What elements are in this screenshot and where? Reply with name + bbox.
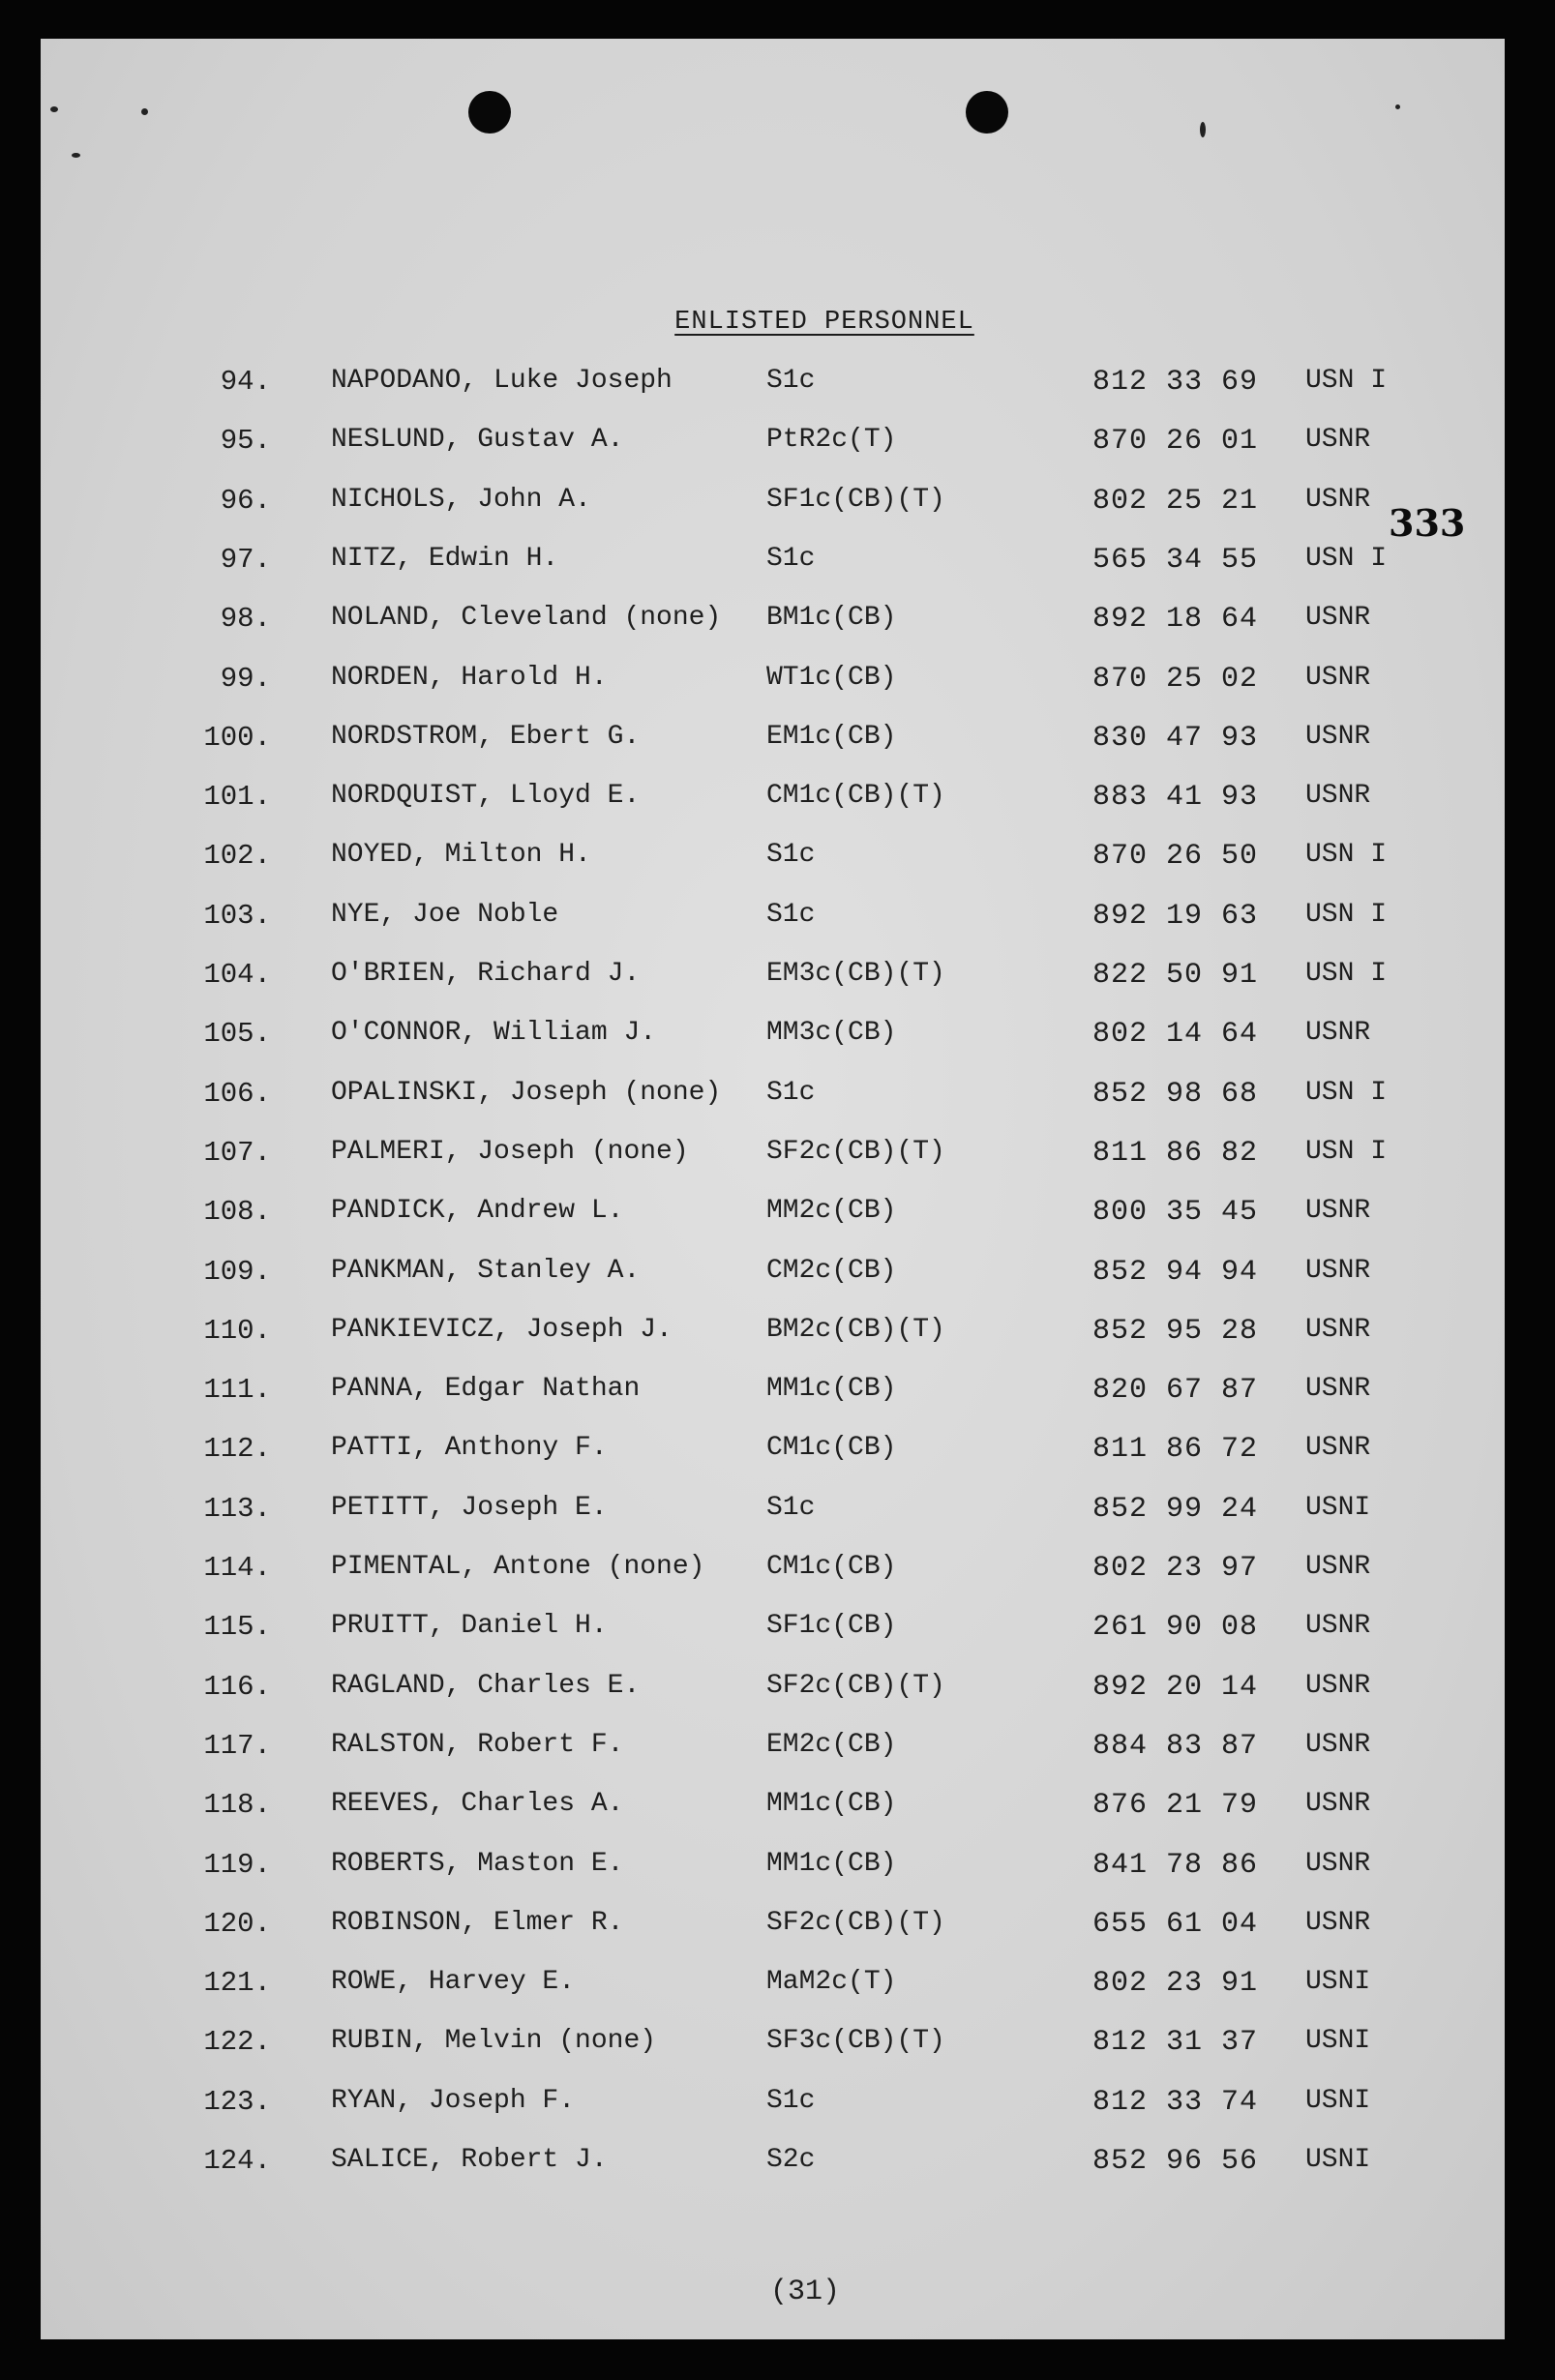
roster-row: [41, 2145, 1505, 2204]
service-component: USN I: [1305, 543, 1388, 574]
person-name: ROBERTS, Maston E.: [331, 1848, 624, 1879]
entry-number: 117.: [203, 1729, 271, 1762]
service-number: 884 83 87: [1092, 1729, 1259, 1763]
entry-number: 98.: [220, 603, 271, 636]
rating: SF1c(CB)(T): [766, 484, 945, 515]
entry-number: 104.: [203, 959, 271, 991]
rating: MM3c(CB): [766, 1018, 897, 1049]
service-number: 852 99 24: [1092, 1492, 1259, 1526]
entry-number: 110.: [203, 1314, 271, 1347]
roster-row: [41, 781, 1505, 840]
roster-row: [41, 663, 1505, 722]
service-component: USNR: [1305, 1611, 1371, 1642]
roster-row: [41, 1552, 1505, 1611]
service-component: USNR: [1305, 1018, 1371, 1049]
service-number: 892 20 14: [1092, 1670, 1259, 1704]
personnel-roster: [41, 39, 1505, 2339]
rating: SF1c(CB): [766, 1611, 897, 1642]
service-component: USNR: [1305, 603, 1371, 634]
service-number: 852 94 94: [1092, 1255, 1259, 1289]
rating: MaM2c(T): [766, 1967, 897, 1998]
rating: SF2c(CB)(T): [766, 1136, 945, 1167]
service-number: 852 96 56: [1092, 2145, 1259, 2178]
person-name: PANKMAN, Stanley A.: [331, 1255, 641, 1286]
entry-number: 121.: [203, 1967, 271, 2000]
roster-row: [41, 1671, 1505, 1730]
entry-number: 103.: [203, 899, 271, 932]
entry-number: 120.: [203, 1907, 271, 1940]
roster-row: [41, 1196, 1505, 1255]
service-component: USNR: [1305, 484, 1371, 515]
entry-number: 101.: [203, 781, 271, 814]
service-component: USNR: [1305, 662, 1371, 693]
service-number: 800 35 45: [1092, 1196, 1259, 1230]
entry-number: 118.: [203, 1789, 271, 1822]
entry-number: 113.: [203, 1492, 271, 1525]
person-name: NYE, Joe Noble: [331, 899, 559, 930]
service-number: 802 14 64: [1092, 1018, 1259, 1052]
person-name: ROBINSON, Elmer R.: [331, 1907, 624, 1938]
page-heading: ENLISTED PERSONNEL: [674, 308, 974, 337]
service-component: USNR: [1305, 1433, 1371, 1464]
service-number: 822 50 91: [1092, 959, 1259, 992]
entry-number: 108.: [203, 1196, 271, 1229]
entry-number: 97.: [220, 543, 271, 576]
person-name: NICHOLS, John A.: [331, 484, 591, 515]
roster-row: [41, 1018, 1505, 1077]
service-component: USNR: [1305, 1789, 1371, 1820]
service-number: 892 19 63: [1092, 899, 1259, 933]
roster-row: [41, 1078, 1505, 1137]
service-component: USNI: [1305, 1967, 1371, 1998]
entry-number: 95.: [220, 425, 271, 458]
service-component: USN I: [1305, 366, 1388, 396]
rating: CM1c(CB): [766, 1552, 897, 1582]
service-number: 870 25 02: [1092, 662, 1259, 696]
roster-row: [41, 2026, 1505, 2085]
entry-number: 99.: [220, 662, 271, 695]
rating: EM3c(CB)(T): [766, 959, 945, 989]
service-number: 852 95 28: [1092, 1314, 1259, 1348]
person-name: SALICE, Robert J.: [331, 2145, 608, 2175]
person-name: O'CONNOR, William J.: [331, 1018, 657, 1049]
service-component: USN I: [1305, 1077, 1388, 1108]
service-component: USN I: [1305, 840, 1388, 871]
roster-row: [41, 959, 1505, 1018]
rating: PtR2c(T): [766, 425, 897, 456]
corner-page-number: 333: [1389, 501, 1466, 545]
roster-row: [41, 1256, 1505, 1315]
rating: WT1c(CB): [766, 662, 897, 693]
person-name: RAGLAND, Charles E.: [331, 1670, 641, 1701]
service-component: USNI: [1305, 2145, 1371, 2175]
rating: MM2c(CB): [766, 1196, 897, 1227]
person-name: REEVES, Charles A.: [331, 1789, 624, 1820]
person-name: NITZ, Edwin H.: [331, 543, 559, 574]
scanned-page: [41, 39, 1505, 2339]
roster-row: [41, 900, 1505, 959]
service-component: USNR: [1305, 1670, 1371, 1701]
service-component: USNR: [1305, 1196, 1371, 1227]
roster-row: [41, 544, 1505, 603]
service-number: 852 98 68: [1092, 1077, 1259, 1111]
entry-number: 105.: [203, 1018, 271, 1051]
roster-row: [41, 1789, 1505, 1848]
service-number: 870 26 01: [1092, 425, 1259, 459]
person-name: RYAN, Joseph F.: [331, 2085, 576, 2116]
entry-number: 112.: [203, 1433, 271, 1466]
service-number: 811 86 72: [1092, 1433, 1259, 1467]
person-name: NOLAND, Cleveland (none): [331, 603, 722, 634]
roster-row: [41, 1315, 1505, 1374]
service-number: 830 47 93: [1092, 721, 1259, 755]
service-number: 812 31 37: [1092, 2026, 1259, 2060]
person-name: NORDQUIST, Lloyd E.: [331, 781, 641, 812]
rating: EM2c(CB): [766, 1729, 897, 1760]
roster-row: [41, 1849, 1505, 1908]
rating: S1c: [766, 1492, 816, 1523]
rating: MM1c(CB): [766, 1848, 897, 1879]
entry-number: 96.: [220, 484, 271, 517]
person-name: RUBIN, Melvin (none): [331, 2026, 657, 2057]
entry-number: 114.: [203, 1552, 271, 1584]
entry-number: 122.: [203, 2026, 271, 2059]
roster-row: [41, 485, 1505, 544]
rating: CM1c(CB): [766, 1433, 897, 1464]
service-component: USNR: [1305, 1907, 1371, 1938]
service-component: USNR: [1305, 1729, 1371, 1760]
roster-row: [41, 840, 1505, 899]
entry-number: 115.: [203, 1611, 271, 1644]
service-number: 655 61 04: [1092, 1907, 1259, 1941]
person-name: ROWE, Harvey E.: [331, 1967, 576, 1998]
service-component: USN I: [1305, 1136, 1388, 1167]
rating: S1c: [766, 366, 816, 396]
entry-number: 124.: [203, 2145, 271, 2177]
service-number: 802 23 91: [1092, 1967, 1259, 2001]
rating: SF3c(CB)(T): [766, 2026, 945, 2057]
entry-number: 102.: [203, 840, 271, 873]
service-component: USNI: [1305, 2026, 1371, 2057]
rating: CM2c(CB): [766, 1255, 897, 1286]
roster-row: [41, 1611, 1505, 1670]
service-component: USN I: [1305, 959, 1388, 989]
rating: SF2c(CB)(T): [766, 1670, 945, 1701]
roster-row: [41, 1908, 1505, 1967]
rating: S1c: [766, 2085, 816, 2116]
service-component: USNR: [1305, 1848, 1371, 1879]
rating: S1c: [766, 1077, 816, 1108]
entry-number: 109.: [203, 1255, 271, 1288]
person-name: NOYED, Milton H.: [331, 840, 591, 871]
roster-row: [41, 366, 1505, 425]
page-number: (31): [769, 2276, 840, 2308]
service-number: 811 86 82: [1092, 1136, 1259, 1170]
service-component: USNR: [1305, 781, 1371, 812]
service-number: 812 33 69: [1092, 366, 1259, 399]
roster-row: [41, 1493, 1505, 1552]
person-name: O'BRIEN, Richard J.: [331, 959, 641, 989]
person-name: PANNA, Edgar Nathan: [331, 1374, 641, 1405]
person-name: NORDEN, Harold H.: [331, 662, 608, 693]
rating: BM2c(CB)(T): [766, 1314, 945, 1345]
service-number: 802 25 21: [1092, 484, 1259, 518]
person-name: PALMERI, Joseph (none): [331, 1136, 689, 1167]
rating: BM1c(CB): [766, 603, 897, 634]
person-name: PATTI, Anthony F.: [331, 1433, 608, 1464]
service-component: USNI: [1305, 2085, 1371, 2116]
service-number: 870 26 50: [1092, 840, 1259, 874]
roster-row: [41, 1137, 1505, 1196]
person-name: PETITT, Joseph E.: [331, 1492, 608, 1523]
roster-row: [41, 425, 1505, 484]
roster-row: [41, 1967, 1505, 2026]
service-number: 820 67 87: [1092, 1374, 1259, 1408]
person-name: OPALINSKI, Joseph (none): [331, 1077, 722, 1108]
person-name: NAPODANO, Luke Joseph: [331, 366, 673, 396]
roster-row: [41, 1730, 1505, 1789]
rating: MM1c(CB): [766, 1789, 897, 1820]
service-number: 841 78 86: [1092, 1848, 1259, 1882]
person-name: NESLUND, Gustav A.: [331, 425, 624, 456]
rating: S1c: [766, 840, 816, 871]
service-number: 812 33 74: [1092, 2085, 1259, 2119]
person-name: PANDICK, Andrew L.: [331, 1196, 624, 1227]
rating: S2c: [766, 2145, 816, 2175]
entry-number: 100.: [203, 721, 271, 754]
rating: S1c: [766, 899, 816, 930]
service-component: USNR: [1305, 1552, 1371, 1582]
entry-number: 116.: [203, 1670, 271, 1703]
service-number: 261 90 08: [1092, 1611, 1259, 1645]
service-component: USNR: [1305, 721, 1371, 752]
service-component: USNR: [1305, 1314, 1371, 1345]
entry-number: 119.: [203, 1848, 271, 1881]
entry-number: 94.: [220, 366, 271, 398]
roster-row: [41, 1433, 1505, 1492]
service-number: 892 18 64: [1092, 603, 1259, 637]
service-number: 802 23 97: [1092, 1552, 1259, 1585]
rating: S1c: [766, 543, 816, 574]
service-component: USNR: [1305, 1374, 1371, 1405]
entry-number: 107.: [203, 1136, 271, 1169]
rating: EM1c(CB): [766, 721, 897, 752]
roster-row: [41, 603, 1505, 662]
person-name: PANKIEVICZ, Joseph J.: [331, 1314, 673, 1345]
roster-row: [41, 1374, 1505, 1433]
person-name: NORDSTROM, Ebert G.: [331, 721, 641, 752]
entry-number: 106.: [203, 1077, 271, 1110]
person-name: PIMENTAL, Antone (none): [331, 1552, 705, 1582]
roster-row: [41, 722, 1505, 781]
person-name: RALSTON, Robert F.: [331, 1729, 624, 1760]
service-component: USNR: [1305, 425, 1371, 456]
roster-row: [41, 2086, 1505, 2145]
service-component: USNI: [1305, 1492, 1371, 1523]
service-component: USNR: [1305, 1255, 1371, 1286]
person-name: PRUITT, Daniel H.: [331, 1611, 608, 1642]
service-number: 565 34 55: [1092, 543, 1259, 577]
service-component: USN I: [1305, 899, 1388, 930]
service-number: 876 21 79: [1092, 1789, 1259, 1823]
rating: MM1c(CB): [766, 1374, 897, 1405]
rating: SF2c(CB)(T): [766, 1907, 945, 1938]
entry-number: 123.: [203, 2085, 271, 2118]
service-number: 883 41 93: [1092, 781, 1259, 815]
rating: CM1c(CB)(T): [766, 781, 945, 812]
entry-number: 111.: [203, 1374, 271, 1407]
